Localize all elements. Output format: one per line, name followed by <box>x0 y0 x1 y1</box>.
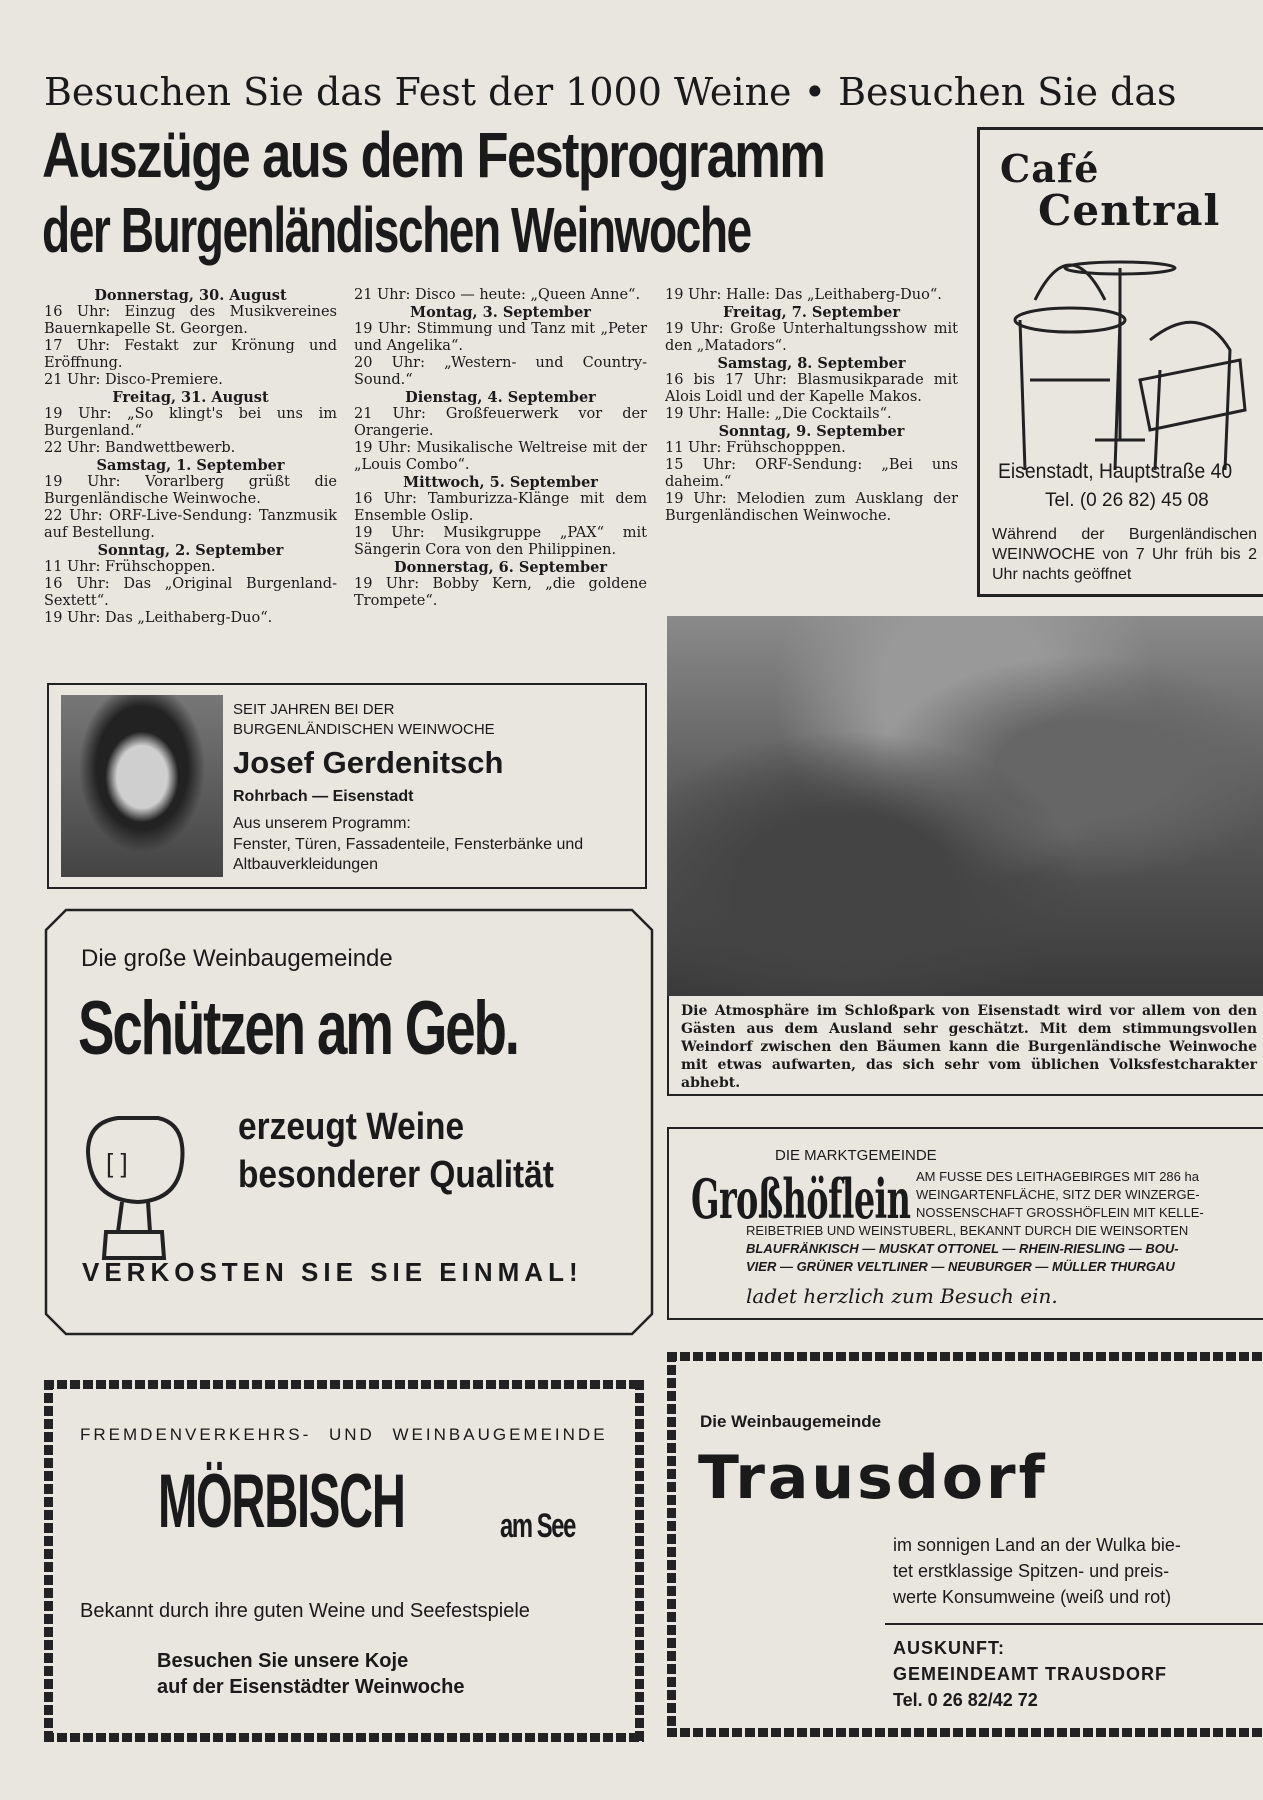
moerbisch-visit-2: auf der Eisenstädter Weinwoche <box>157 1676 465 1698</box>
trausdorf-text-3: werte Konsumweine (weiß und rot) <box>893 1587 1172 1607</box>
program-day: Freitag, 7. September <box>722 304 901 321</box>
moerbisch-frame-right <box>635 1380 644 1742</box>
cafe-chairs-illustration <box>1000 240 1250 480</box>
moerbisch-frame-bottom <box>44 1733 644 1742</box>
schlosspark-photo <box>667 616 1263 996</box>
grosshoeflein-text-3: NOSSENSCHAFT GROSSHÖFLEIN MIT KELLE- <box>916 1205 1204 1220</box>
grosshoeflein-text-2: WEINGARTENFLÄCHE, SITZ DER WINZERGE- <box>916 1187 1200 1202</box>
moerbisch-name: MÖRBISCH <box>158 1459 405 1544</box>
cafe-name-line2: Central <box>1038 186 1221 235</box>
program-event: 21 Uhr: Disco-Premiere. <box>44 372 223 388</box>
program-day: Donnerstag, 6. September <box>394 559 607 576</box>
program-event: 19 Uhr: Das „Leithaberg-Duo“. <box>44 610 273 626</box>
program-event: 19 Uhr: Halle: Das „Leithaberg-Duo“. <box>665 287 942 303</box>
program-event: 19 Uhr: Große Unterhaltungsshow mit den „Matadors“. <box>665 321 958 354</box>
program-event: 19 Uhr: Bobby Kern, „die goldene Trompete“. <box>354 576 647 609</box>
program-column-2 <box>354 287 647 610</box>
grosshoeflein-text-1: AM FUSSE DES LEITHAGEBIRGES MIT 286 ha <box>916 1169 1199 1184</box>
moerbisch-intro: FREMDENVERKEHRS- UND WEINBAUGEMEINDE <box>80 1425 608 1444</box>
trausdorf-text-1: im sonnigen Land an der Wulka bie- <box>893 1535 1181 1555</box>
trausdorf-info-office: GEMEINDEAMT TRAUSDORF <box>893 1664 1167 1684</box>
wine-glass-icon <box>78 1112 188 1262</box>
grosshoeflein-varieties-2: VIER — GRÜNER VELTLINER — NEUBURGER — MÜLLER THURGAU <box>746 1259 1175 1274</box>
program-event: 19 Uhr: Halle: „Die Cocktails“. <box>665 406 892 422</box>
gerdenitsch-program-text: Fenster, Türen, Fassadenteile, Fensterbänke und Altbauverkleidungen <box>233 836 584 873</box>
schuetzen-name: Schützen am Geb. <box>78 986 518 1071</box>
schuetzen-intro: Die große Weinbaugemeinde <box>81 945 393 972</box>
program-day: Sonntag, 2. September <box>97 542 284 559</box>
program-event: 19 Uhr: Musikgruppe „PAX“ mit Sängerin Cora von den Philippinen. <box>354 525 647 558</box>
schuetzen-slogan-2: besonderer Qualität <box>238 1154 554 1196</box>
moerbisch-frame-top <box>44 1380 644 1389</box>
photo-caption: Die Atmosphäre im Schloßpark von Eisenstadt wird vor allem von den Gästen aus dem Ausland sehr geschätzt. Mit dem stimmungsvollen Weindorf zwischen den Bäumen kann die Burgenländische Weinwoche mit etwas aufwarten, das sich sehr vom üblichen Volksfestcharakter abhebt. <box>681 1003 1257 1091</box>
trausdorf-frame-top <box>667 1352 1263 1361</box>
gerdenitsch-ad <box>47 683 647 889</box>
program-day: Mittwoch, 5. September <box>403 474 598 491</box>
gerdenitsch-intro-2: BURGENLÄNDISCHEN WEINWOCHE <box>233 721 495 738</box>
cafe-name-line1: Café <box>1000 146 1100 191</box>
trausdorf-text-2: tet erstklassige Spitzen- und preis- <box>893 1561 1170 1581</box>
program-event: 19 Uhr: „So klingt's bei uns im Burgenland.“ <box>44 406 337 439</box>
program-event: 19 Uhr: Vorarlberg grüßt die Burgenländische Weinwoche. <box>44 474 337 507</box>
trausdorf-info-label: AUSKUNFT: <box>893 1638 1005 1658</box>
program-event: 16 Uhr: Das „Original Burgenland-Sextett“. <box>44 576 337 609</box>
moerbisch-frame-left <box>44 1380 53 1742</box>
moerbisch-known-for: Bekannt durch ihre guten Weine und Seefestspiele <box>80 1600 530 1622</box>
gerdenitsch-name: Josef Gerdenitsch <box>233 745 504 780</box>
program-event: 16 Uhr: Einzug des Musikvereines Bauernkapelle St. Georgen. <box>44 304 337 337</box>
program-day: Samstag, 8. September <box>717 355 906 372</box>
trausdorf-frame-bottom <box>667 1728 1263 1737</box>
headline-line1: Auszüge aus dem Festprogramm <box>42 119 825 191</box>
program-event: 11 Uhr: Frühschopppen. <box>665 440 846 456</box>
gerdenitsch-location: Rohrbach — Eisenstadt <box>233 788 414 805</box>
program-day: Dienstag, 4. September <box>405 389 596 406</box>
trausdorf-info-phone: Tel. 0 26 82/42 72 <box>893 1690 1038 1710</box>
grosshoeflein-intro: DIE MARKTGEMEINDE <box>775 1147 937 1164</box>
grosshoeflein-text-4: REIBETRIEB UND WEINSTUBERL, BEKANNT DURCH DIE WEINSORTEN <box>746 1223 1189 1238</box>
schuetzen-cta: VERKOSTEN SIE SIE EINMAL! <box>82 1257 583 1287</box>
program-event: 11 Uhr: Frühschoppen. <box>44 559 216 575</box>
trausdorf-intro: Die Weinbaugemeinde <box>700 1412 882 1431</box>
gerdenitsch-intro-1: SEIT JAHREN BEI DER <box>233 701 395 718</box>
gerdenitsch-program-label: Aus unserem Programm: <box>233 815 411 832</box>
grosshoeflein-invite: ladet herzlich zum Besuch ein. <box>746 1284 1058 1308</box>
program-column-1 <box>44 287 337 627</box>
photo-caption-box <box>667 996 1263 1096</box>
program-event: 15 Uhr: ORF-Sendung: „Bei uns daheim.“ <box>665 457 958 490</box>
program-day: Freitag, 31. August <box>112 389 269 406</box>
program-event: 16 bis 17 Uhr: Blasmusikparade mit Alois Loidl und der Kapelle Makos. <box>665 372 958 405</box>
svg-text:[ ]: [ ] <box>106 1148 128 1178</box>
program-event: 21 Uhr: Disco — heute: „Queen Anne“. <box>354 287 641 303</box>
cafe-address: Eisenstadt, Hauptstraße 40 <box>998 460 1233 483</box>
program-event: 19 Uhr: Stimmung und Tanz mit „Peter und Angelika“. <box>354 321 647 354</box>
headline-line2: der Burgenländischen Weinwoche <box>42 194 751 266</box>
tagline: Besuchen Sie das Fest der 1000 Weine • Besuchen Sie das <box>44 70 1177 114</box>
program-day: Samstag, 1. September <box>96 457 285 474</box>
program-day: Donnerstag, 30. August <box>94 287 287 304</box>
program-event: 17 Uhr: Festakt zur Krönung und Eröffnung. <box>44 338 337 371</box>
schuetzen-slogan-1: erzeugt Weine <box>238 1106 465 1148</box>
cafe-hours: Während der Burgenländischen WEINWOCHE von 7 Uhr früh bis 2 Uhr nachts geöffnet <box>992 526 1257 583</box>
cafe-phone: Tel. (0 26 82) 45 08 <box>1045 490 1209 511</box>
grosshoeflein-varieties-1: BLAUFRÄNKISCH — MUSKAT OTTONEL — RHEIN-RIESLING — BOU- <box>746 1241 1179 1256</box>
trausdorf-divider <box>885 1623 1263 1625</box>
moerbisch-suffix: am See <box>500 1507 575 1545</box>
grosshoeflein-name: Großhöflein <box>691 1167 911 1231</box>
program-event: 16 Uhr: Tamburizza-Klänge mit dem Ensemble Oslip. <box>354 491 647 524</box>
program-event: 19 Uhr: Melodien zum Ausklang der Burgenländischen Weinwoche. <box>665 491 958 524</box>
program-column-3 <box>665 287 958 525</box>
trausdorf-name: Trausdorf <box>698 1443 1048 1513</box>
grosshoeflein-ad <box>667 1127 1263 1320</box>
moerbisch-visit-1: Besuchen Sie unsere Koje <box>157 1650 409 1672</box>
trausdorf-frame-left <box>667 1352 676 1737</box>
program-day: Montag, 3. September <box>410 304 591 321</box>
program-day: Sonntag, 9. September <box>718 423 905 440</box>
program-event: 22 Uhr: ORF-Live-Sendung: Tanzmusik auf Bestellung. <box>44 508 337 541</box>
program-event: 20 Uhr: „Western- und Country-Sound.“ <box>354 355 647 388</box>
program-event: 22 Uhr: Bandwettbewerb. <box>44 440 236 456</box>
program-event: 21 Uhr: Großfeuerwerk vor der Orangerie. <box>354 406 647 439</box>
program-event: 19 Uhr: Musikalische Weltreise mit der „Louis Combo“. <box>354 440 647 473</box>
cafe-central-ad <box>977 127 1263 597</box>
gerdenitsch-portrait <box>61 695 223 877</box>
